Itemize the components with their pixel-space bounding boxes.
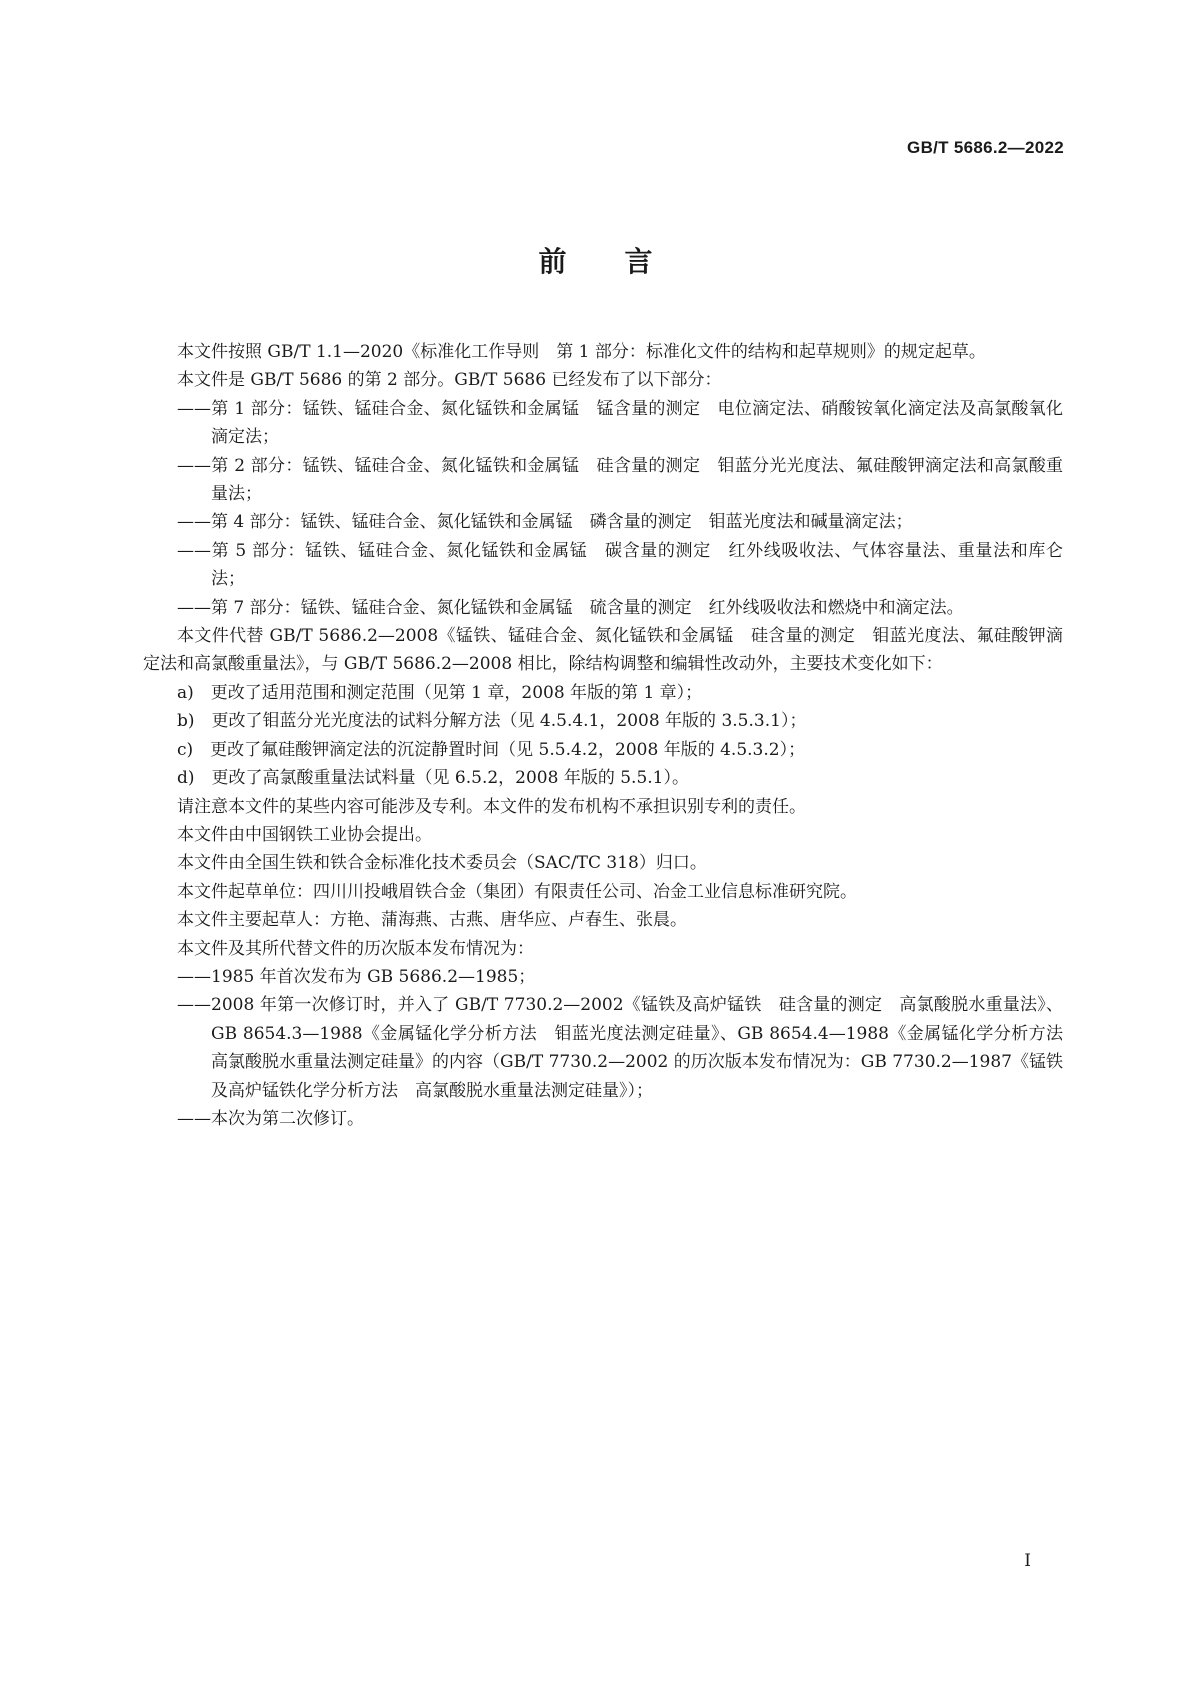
list-item-part-4: ——第 4 部分：锰铁、锰硅合金、氮化锰铁和金属锰 磷含量的测定 钼蓝光度法和碱量滴定法；	[177, 512, 913, 533]
list-item-history-current: ——本次为第二次修订。	[177, 1108, 364, 1129]
list-item-history-2008: ——2008 年第一次修订时，并入了 GB/T 7730.2—2002《锰铁及高炉锰铁 硅含量的测定 高氯酸脱水重量法》、GB 8654.3—1988《金属锰化学分析方法 钼蓝光度法测定硅量》、GB 8654.4—1988《金属锰化学分析方法 高氯酸脱水重量法测定硅量》的内容（GB/T 7730.2—2002 的历次版本发布情况为：GB 7730.2—1987《锰铁及高炉锰铁化学分析方法 高氯酸脱水重量法测定硅量》）；	[177, 995, 1080, 1101]
list-item-change-c: c) 更改了氟硅酸钾滴定法的沉淀静置时间（见 5.5.4.2，2008 年版的 4.5.3.2）；	[177, 739, 806, 760]
list-item-change-b: b) 更改了钼蓝分光光度法的试料分解方法（见 4.5.4.1，2008 年版的 3.5.3.1）；	[177, 711, 807, 732]
preface-body	[143, 338, 1080, 1133]
list-item-change-a: a) 更改了适用范围和测定范围（见第 1 章，2008 年版的第 1 章）；	[177, 682, 703, 703]
paragraph-drafting-units: 本文件起草单位：四川川投峨眉铁合金（集团）有限责任公司、冶金工业信息标准研究院。	[177, 881, 857, 902]
paragraph-history-intro: 本文件及其所代替文件的历次版本发布情况为：	[177, 938, 534, 959]
page-number: Ⅰ	[1024, 1551, 1031, 1571]
list-item-part-1: ——第 1 部分：锰铁、锰硅合金、氮化锰铁和金属锰 锰含量的测定 电位滴定法、硝酸铵氧化滴定法及高氯酸氧化滴定法；	[177, 398, 1063, 448]
paragraph-replacement: 本文件代替 GB/T 5686.2—2008《锰铁、锰硅合金、氮化锰铁和金属锰 硅含量的测定 钼蓝光度法、氟硅酸钾滴定法和高氯酸重量法》，与 GB/T 5686.2—2008 相比，除结构调整和编辑性改动外，主要技术变化如下：	[143, 626, 1063, 675]
paragraph-patent-notice: 请注意本文件的某些内容可能涉及专利。本文件的发布机构不承担识别专利的责任。	[177, 796, 806, 817]
list-item-part-2: ——第 2 部分：锰铁、锰硅合金、氮化锰铁和金属锰 硅含量的测定 钼蓝分光光度法、氟硅酸钾滴定法和高氯酸重量法；	[177, 455, 1063, 505]
paragraph-parts-intro: 本文件是 GB/T 5686 的第 2 部分。GB/T 5686 已经发布了以下部分：	[177, 370, 722, 391]
paragraph-committee: 本文件由全国生铁和铁合金标准化技术委员会（SAC/TC 318）归口。	[177, 853, 707, 874]
standard-code: GB/T 5686.2—2022	[907, 138, 1064, 157]
list-item-change-d: d) 更改了高氯酸重量法试料量（见 6.5.2，2008 年版的 5.5.1）。	[177, 768, 689, 789]
paragraph-proposer: 本文件由中国钢铁工业协会提出。	[177, 824, 432, 845]
list-item-history-1985: ——1985 年首次发布为 GB 5686.2—1985；	[177, 966, 536, 987]
list-item-part-5: ——第 5 部分：锰铁、锰硅合金、氮化锰铁和金属锰 碳含量的测定 红外线吸收法、气体容量法、重量法和库仑法；	[177, 540, 1063, 590]
paragraph-drafters: 本文件主要起草人：方艳、蒲海燕、古燕、唐华应、卢春生、张晨。	[177, 910, 687, 931]
paragraph-drafting-basis: 本文件按照 GB/T 1.1—2020《标准化工作导则 第 1 部分：标准化文件的结构和起草规则》的规定起草。	[177, 342, 986, 362]
page-title: 前言	[538, 245, 711, 278]
list-item-part-7: ——第 7 部分：锰铁、锰硅合金、氮化锰铁和金属锰 硫含量的测定 红外线吸收法和燃烧中和滴定法。	[177, 597, 964, 618]
